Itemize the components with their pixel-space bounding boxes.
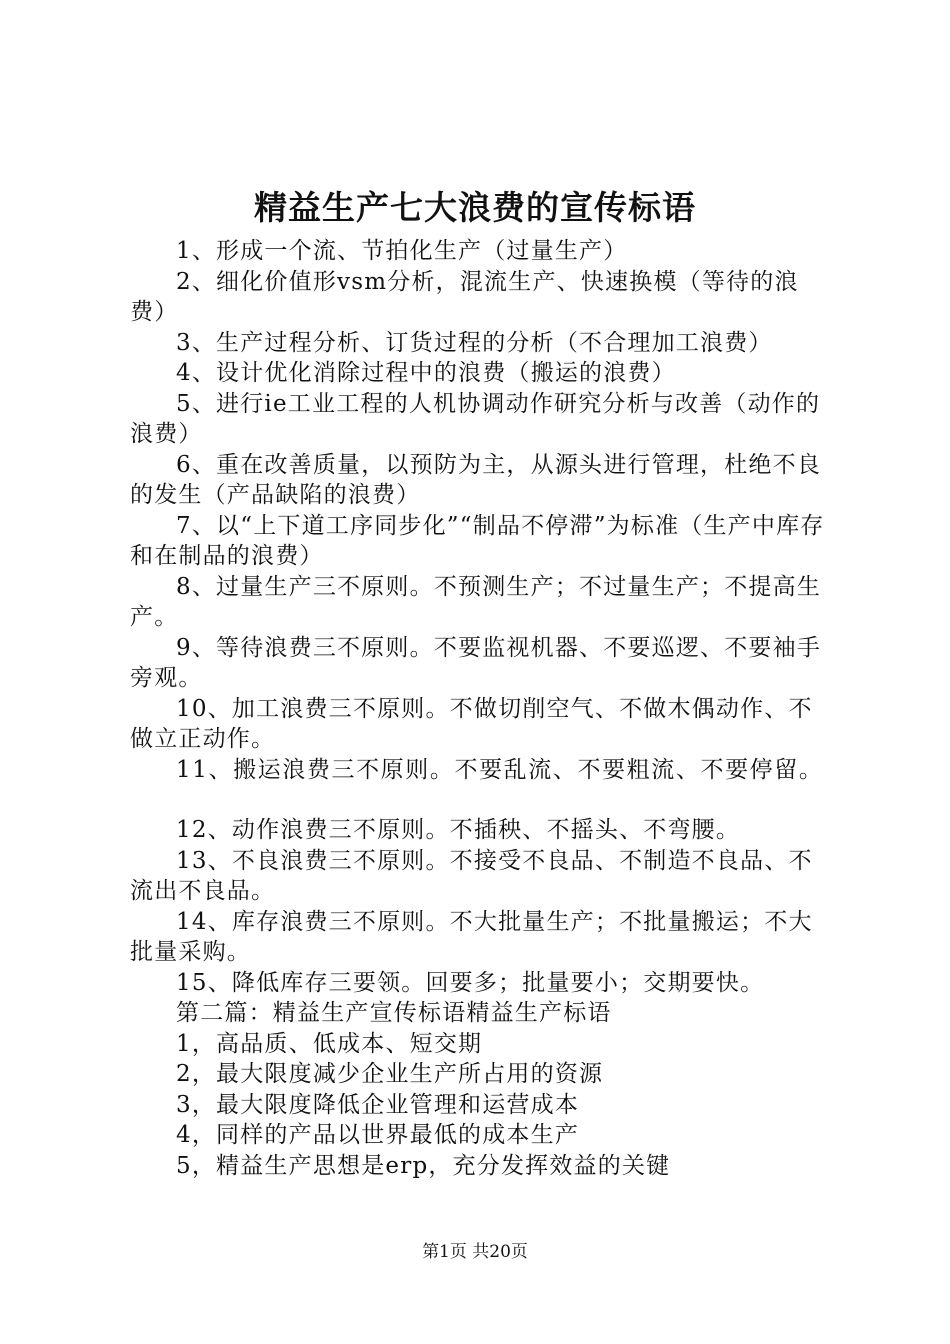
paragraph-14: 14、库存浪费三不原则。不大批量生产；不批量搬运；不大批量采购。 <box>130 908 813 965</box>
slogan-5: 5，精益生产思想是erp，充分发挥效益的关键 <box>176 1152 671 1179</box>
section-heading: 第二篇：精益生产宣传标语精益生产标语 <box>176 1000 612 1026</box>
paragraph-5: 5、进行ie工业工程的人机协调动作研究分析与改善（动作的浪费） <box>130 390 821 447</box>
paragraph-2: 2、细化价值形vsm分析，混流生产、快速换模（等待的浪费） <box>130 268 799 325</box>
paragraph-6: 6、重在改善质量，以预防为主，从源头进行管理，杜绝不良的发生（产品缺陷的浪费） <box>130 451 822 508</box>
slogan-2: 2，最大限度减少企业生产所占用的资源 <box>176 1061 604 1087</box>
paragraph-12: 12、动作浪费三不原则。不插秧、不摇头、不弯腰。 <box>176 817 741 843</box>
paragraph-10: 10、加工浪费三不原则。不做切削空气、不做木偶动作、不做立正动作。 <box>130 695 813 752</box>
slogan-3: 3，最大限度降低企业管理和运营成本 <box>176 1091 580 1118</box>
paragraph-8: 8、过量生产三不原则。不预测生产；不过量生产；不提高生产。 <box>130 573 822 630</box>
paragraph-13: 13、不良浪费三不原则。不接受不良品、不制造不良品、不流出不良品。 <box>130 847 813 904</box>
slogan-1: 1，高品质、低成本、短交期 <box>176 1030 483 1057</box>
paragraph-9: 9、等待浪费三不原则。不要监视机器、不要巡逻、不要袖手旁观。 <box>130 634 822 691</box>
page-indicator: 第1页 共20页 <box>422 1242 528 1262</box>
document-body <box>130 236 830 1181</box>
paragraph-11: 11、搬运浪费三不原则。不要乱流、不要粗流、不要停留。 <box>176 756 824 783</box>
paragraph-1: 1、形成一个流、节拍化生产（过量生产） <box>176 238 628 264</box>
document-title: 精益生产七大浪费的宣传标语 <box>254 188 696 227</box>
blank-line <box>130 785 830 815</box>
paragraph-15: 15、降低库存三要领。回要多；批量要小；交期要快。 <box>176 969 765 996</box>
slogan-4: 4，同样的产品以世界最低的成本生产 <box>176 1122 580 1148</box>
paragraph-7: 7、以“上下道工序同步化”“制品不停滞”为标准（生产中库存和在制品的浪费） <box>130 512 825 569</box>
paragraph-3: 3、生产过程分析、订货过程的分析（不合理加工浪费） <box>176 329 773 356</box>
paragraph-4: 4、设计优化消除过程中的浪费（搬运的浪费） <box>176 360 676 386</box>
